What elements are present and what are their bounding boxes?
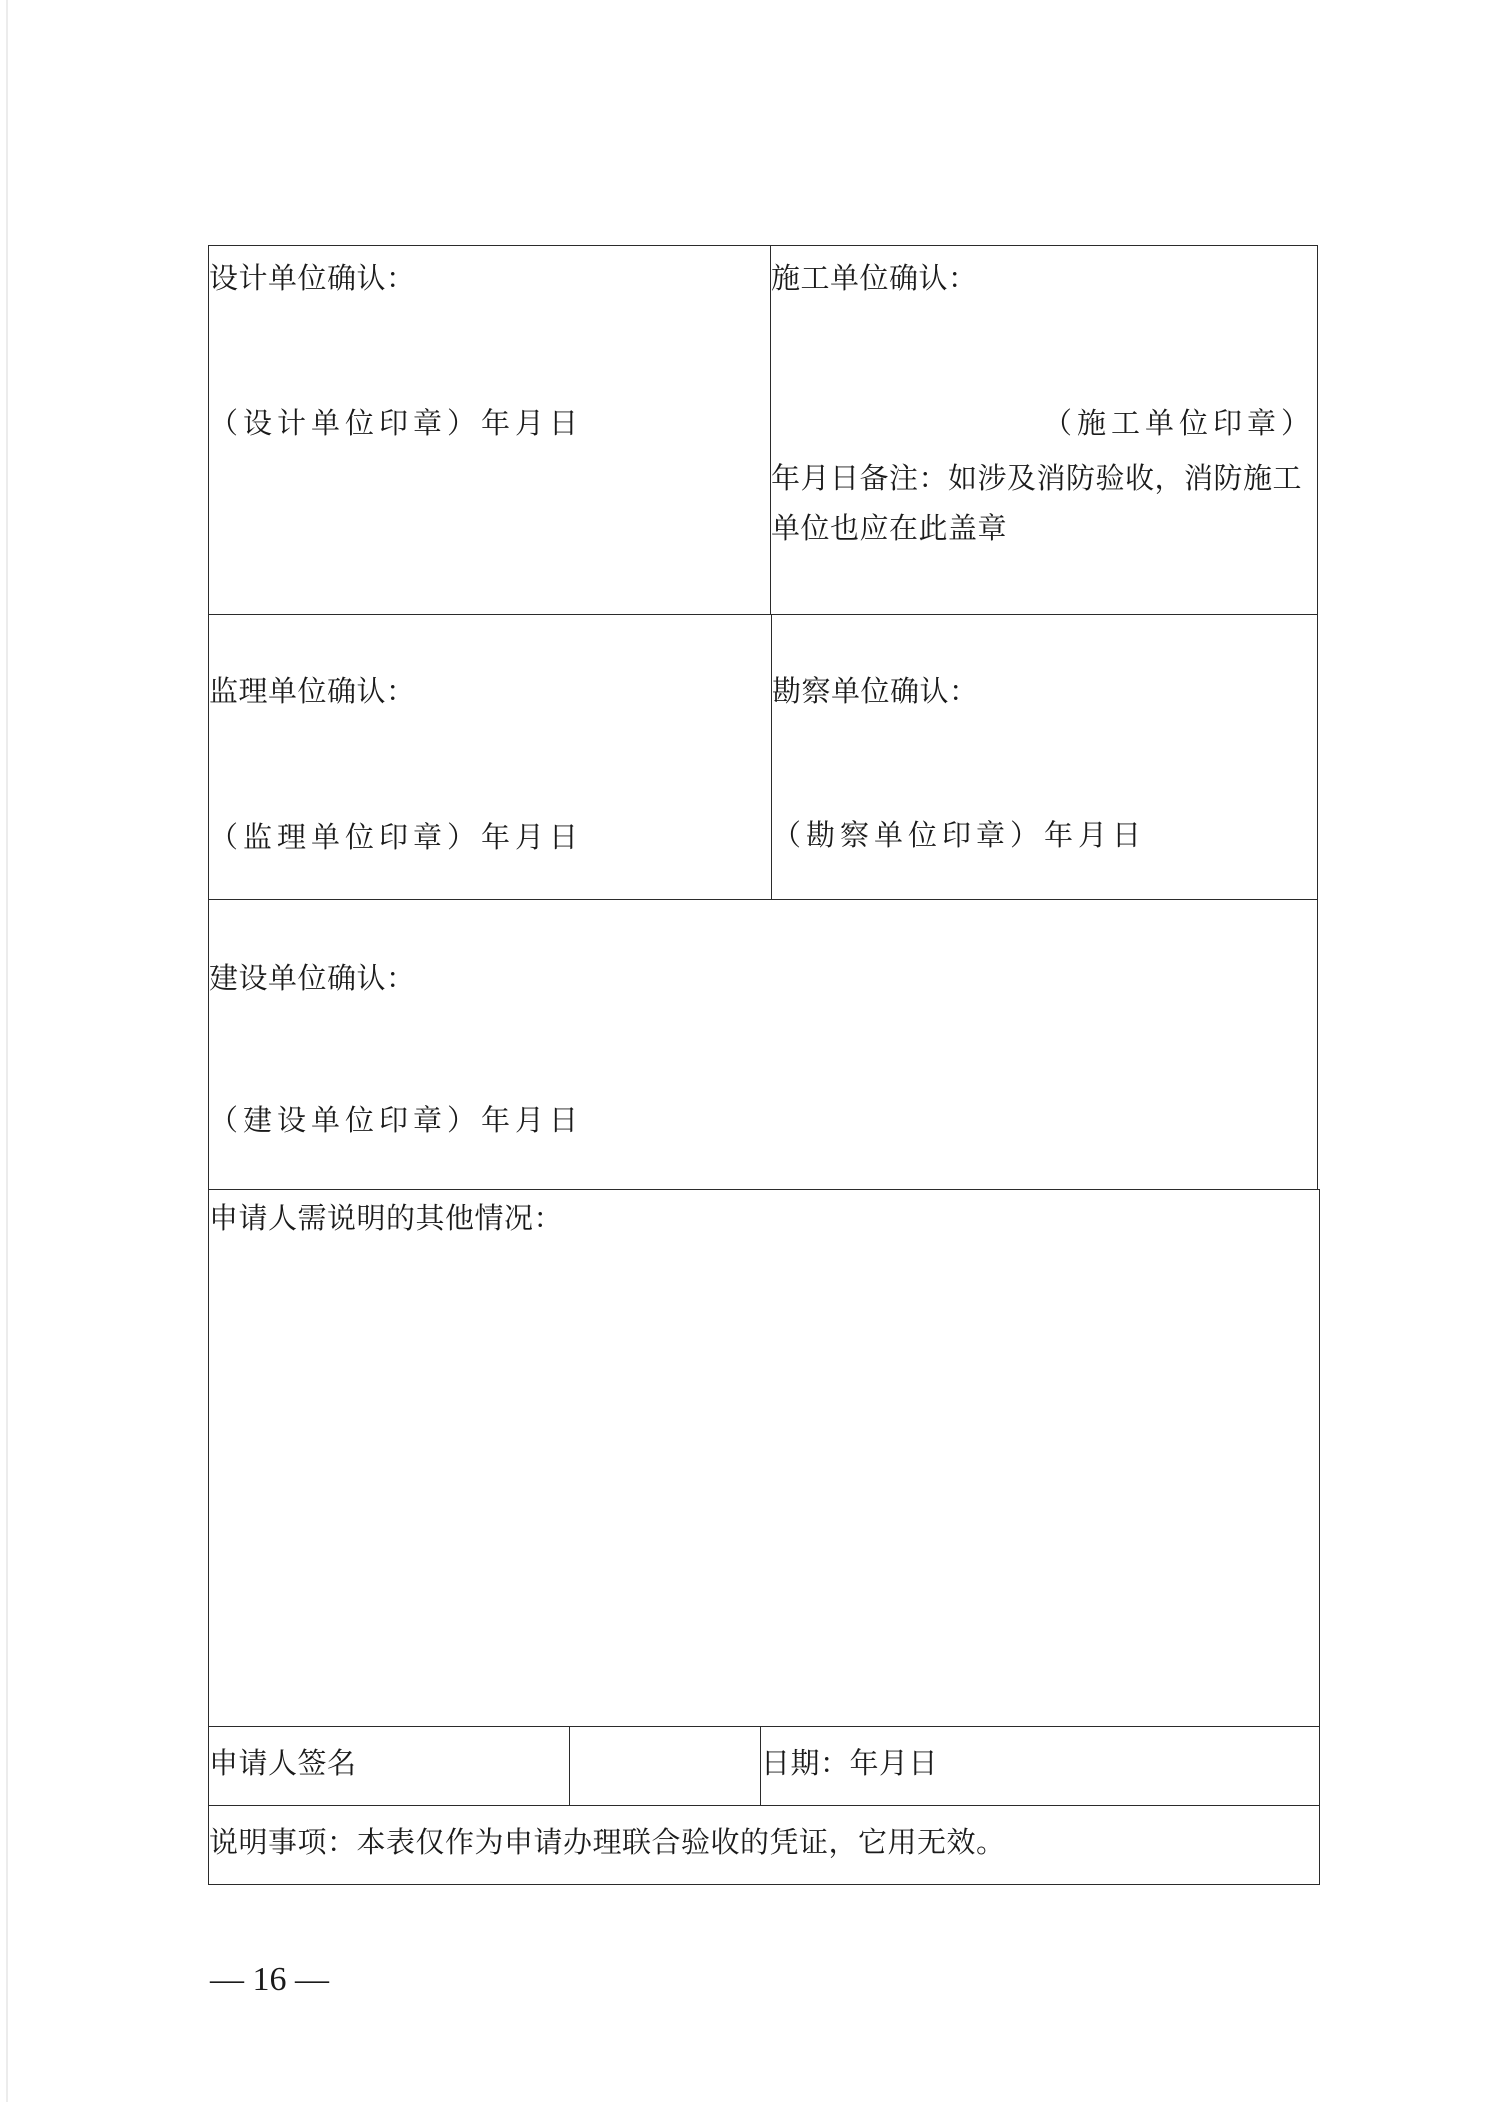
- signature-field[interactable]: [569, 1726, 761, 1806]
- owner-stamp-date: （建设单位印章）年月日: [209, 1103, 584, 1137]
- construction-confirmation-label: 施工单位确认：: [771, 261, 978, 295]
- supervision-stamp-date: （监理单位印章）年月日: [209, 820, 584, 854]
- footnote-text: 说明事项：本表仅作为申请办理联合验收的凭证，它用无效。: [209, 1825, 1006, 1859]
- design-confirmation-cell[interactable]: [208, 245, 771, 615]
- design-confirmation-label: 设计单位确认：: [209, 261, 416, 295]
- survey-confirmation-cell[interactable]: [771, 614, 1318, 900]
- signature-date-cell[interactable]: [760, 1726, 1320, 1806]
- footnote-cell: [208, 1805, 1320, 1885]
- signature-date-label: 日期：年月日: [761, 1746, 939, 1780]
- scan-edge: [6, 0, 8, 2102]
- supervision-confirmation-label: 监理单位确认：: [209, 674, 416, 708]
- page-number: — 16 —: [210, 1961, 329, 1998]
- supervision-confirmation-cell[interactable]: [208, 614, 772, 900]
- signature-label-cell: [208, 1726, 570, 1806]
- other-remarks-label: 申请人需说明的其他情况：: [209, 1201, 564, 1235]
- construction-date-note: 年月日备注：如涉及消防验收，消防施工单位也应在此盖章: [771, 461, 1303, 545]
- survey-stamp-date: （勘察单位印章）年月日: [772, 818, 1147, 852]
- signature-label: 申请人签名: [209, 1746, 357, 1780]
- construction-confirmation-cell[interactable]: [770, 245, 1318, 615]
- other-remarks-cell[interactable]: [208, 1189, 1320, 1727]
- survey-confirmation-label: 勘察单位确认：: [772, 674, 979, 708]
- owner-confirmation-label: 建设单位确认：: [209, 961, 416, 995]
- owner-confirmation-cell[interactable]: [208, 899, 1318, 1190]
- construction-stamp: （施工单位印章）: [1042, 406, 1315, 440]
- acceptance-form: [208, 245, 1318, 1885]
- design-stamp-date: （设计单位印章）年月日: [209, 406, 584, 440]
